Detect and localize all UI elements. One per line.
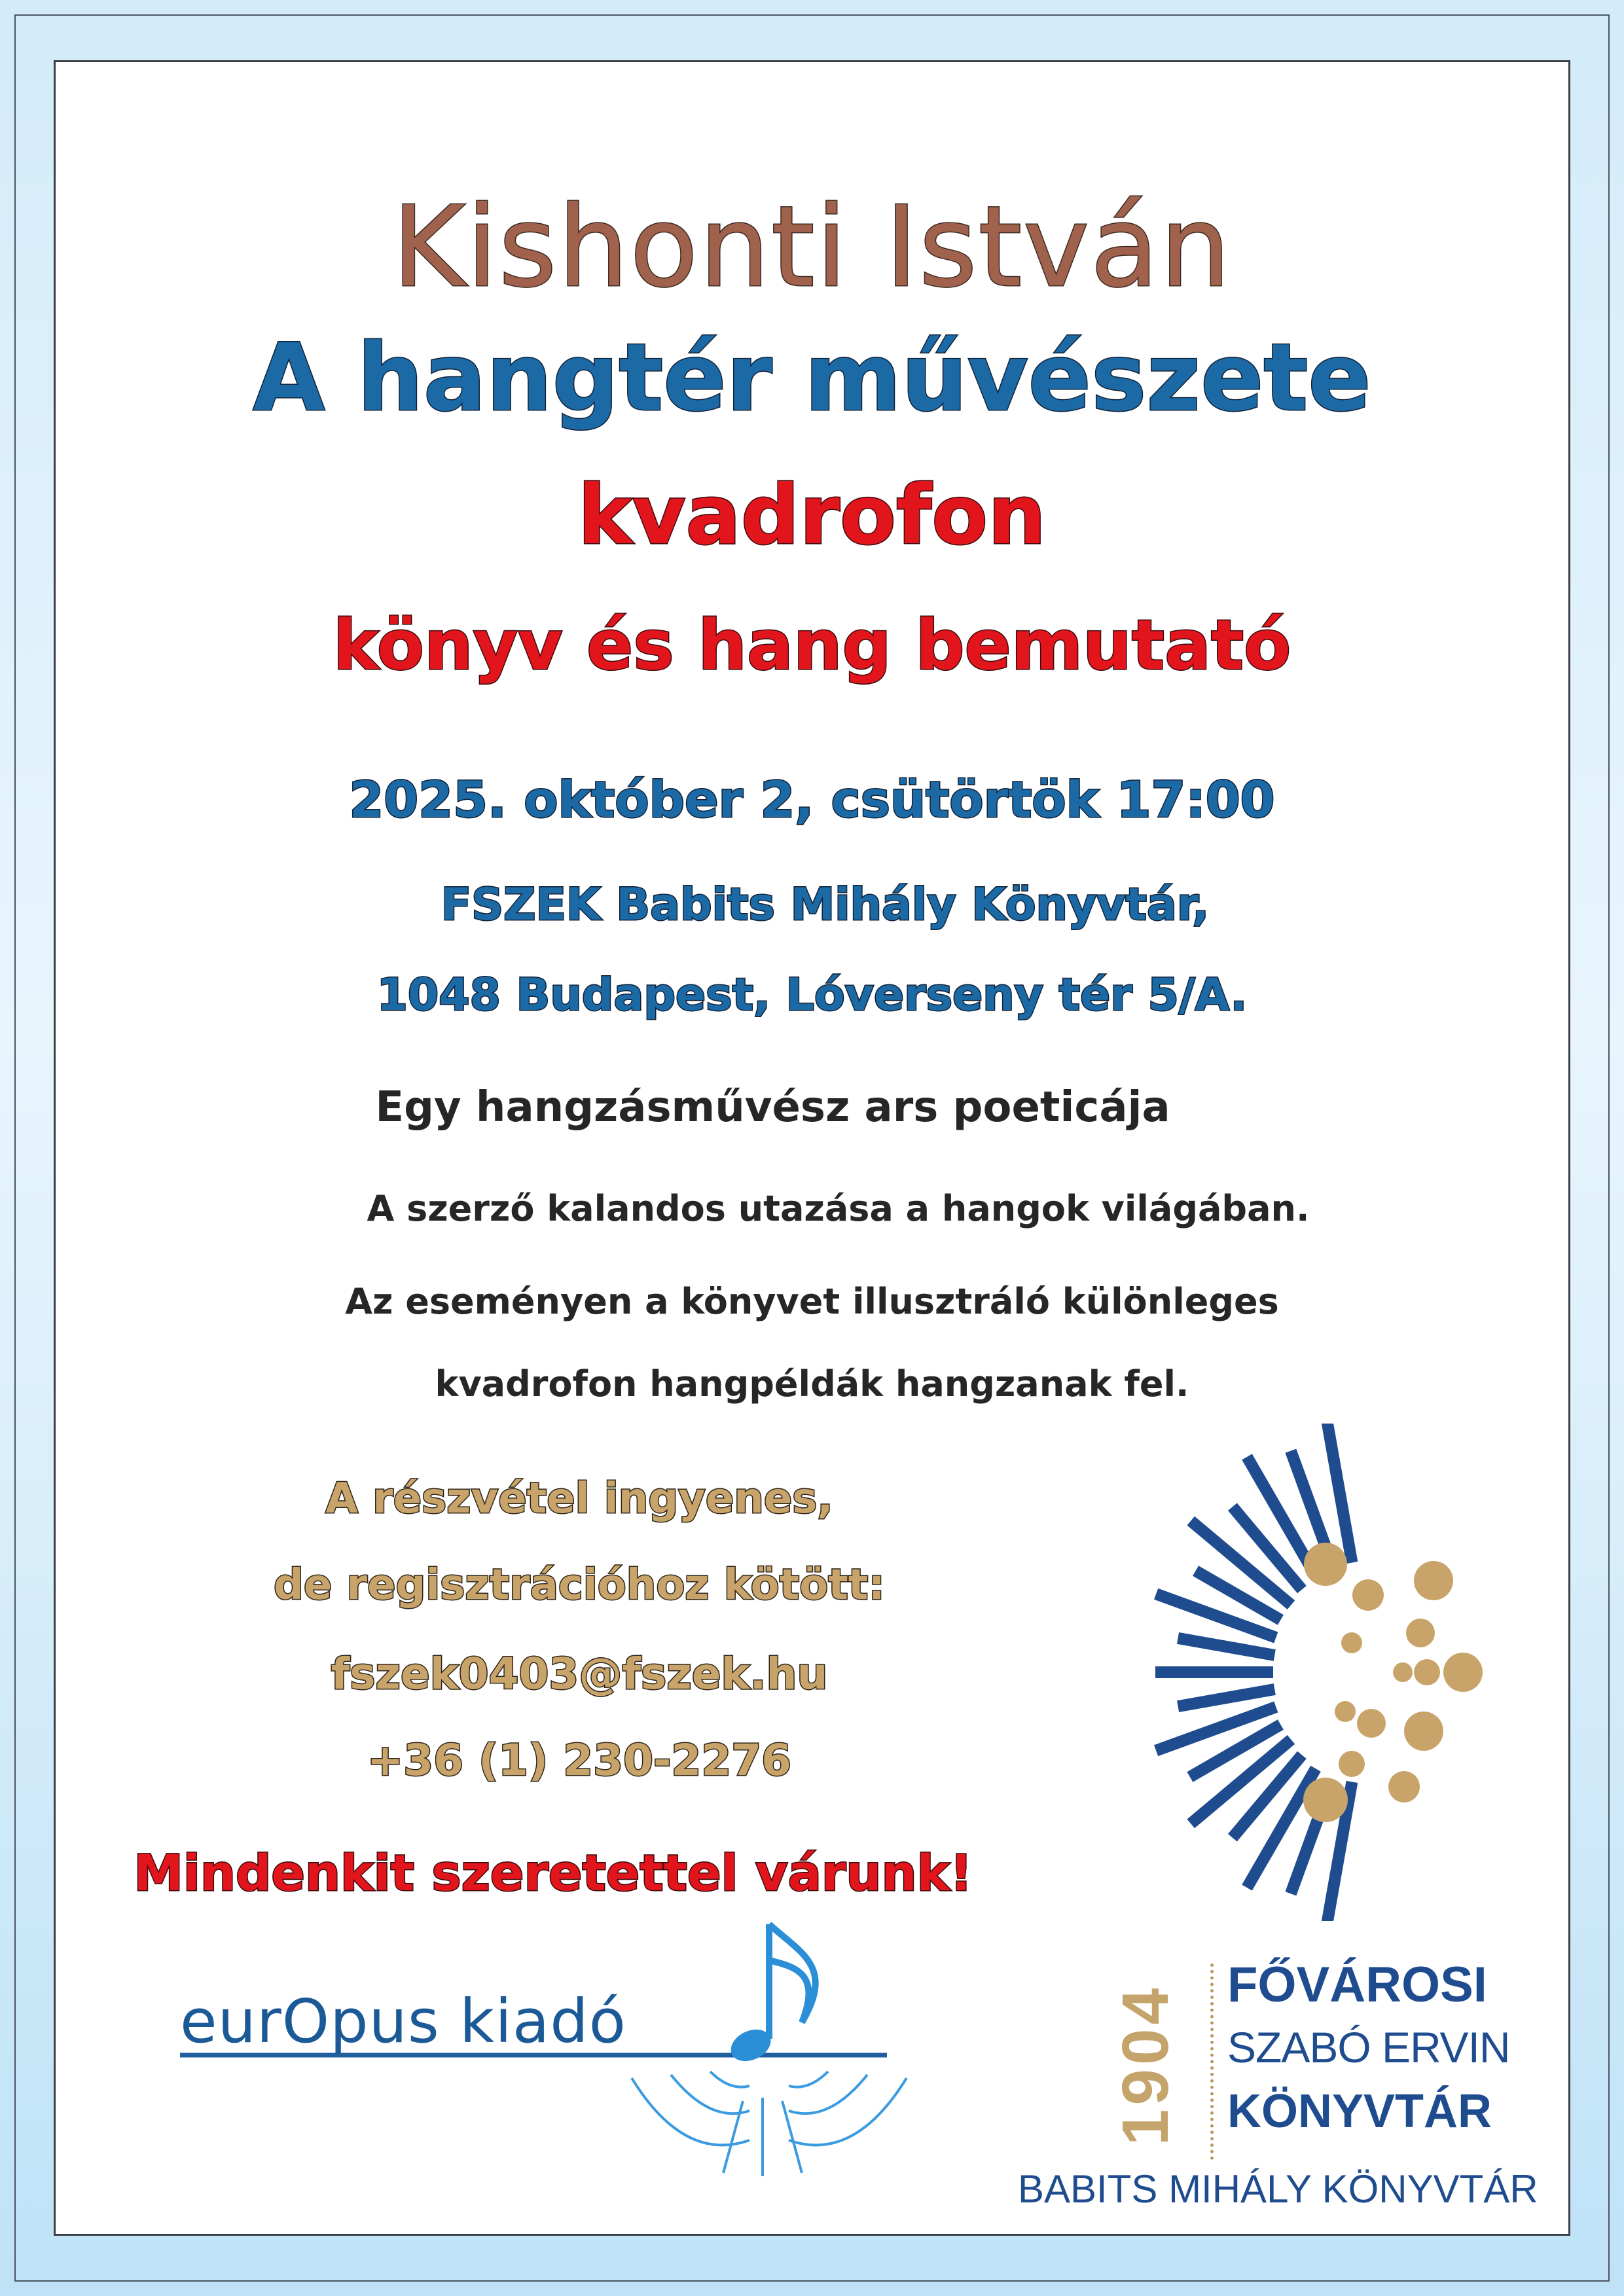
registration-free: A részvétel ingyenes, xyxy=(325,1475,833,1523)
logo-dot xyxy=(1393,1662,1413,1682)
registration-phone[interactable]: +36 (1) 230-2276 xyxy=(367,1735,792,1785)
logo-dot xyxy=(1335,1701,1356,1722)
logo-dot xyxy=(1414,1659,1440,1685)
logo-ray xyxy=(1233,1755,1302,1837)
library-name-line-3: KÖNYVTÁR xyxy=(1227,2085,1492,2138)
description-line-3: kvadrofon hangpéldák hangzanak fel. xyxy=(435,1363,1189,1405)
poster xyxy=(54,60,1570,2236)
logo-rays xyxy=(1155,1424,1352,1921)
welcome-message: Mindenkit szeretettel várunk! xyxy=(134,1844,973,1902)
library-sunburst-logo xyxy=(1064,1424,1555,1921)
logo-ray xyxy=(1178,1689,1275,1706)
description-heading: Egy hangzásművész ars poeticája xyxy=(375,1083,1170,1132)
logo-dot xyxy=(1339,1751,1365,1777)
logo-dot xyxy=(1304,1543,1347,1586)
publisher-name: eurOpus kiadó xyxy=(180,1986,626,2056)
author-name: Kishonti István xyxy=(392,183,1232,312)
svg-text:1904: 1904 xyxy=(1109,1984,1182,2146)
event-datetime: 2025. október 2, csütörtök 17:00 xyxy=(349,770,1275,829)
sound-wave-icon xyxy=(632,2072,907,2176)
description-line-2: Az eseményen a könyvet illusztráló különleges xyxy=(345,1281,1279,1322)
book-title: A hangtér művészete xyxy=(253,324,1371,432)
logo-dot xyxy=(1443,1653,1483,1692)
description-line-1: A szerző kalandos utazása a hangok világában. xyxy=(367,1188,1310,1229)
logo-dot xyxy=(1406,1619,1435,1647)
venue-name: FSZEK Babits Mihály Könyvtár, xyxy=(441,879,1210,931)
logo-dot xyxy=(1341,1632,1362,1653)
logo-ray xyxy=(1178,1638,1275,1655)
logo-dot xyxy=(1414,1561,1453,1600)
registration-email[interactable]: fszek0403@fszek.hu xyxy=(331,1649,828,1699)
logo-ray xyxy=(1327,1424,1352,1563)
logo-dot xyxy=(1357,1709,1386,1738)
library-name-line-2: SZABÓ ERVIN xyxy=(1227,2023,1510,2072)
logo-dot xyxy=(1303,1778,1348,1822)
registration-required: de regisztrációhoz kötött: xyxy=(274,1561,885,1609)
library-name-line-1: FŐVÁROSI xyxy=(1227,1957,1487,2013)
logo-dot xyxy=(1352,1579,1384,1611)
library-year xyxy=(1096,1960,1195,2170)
music-note-icon xyxy=(726,1924,816,2067)
book-subtitle: kvadrofon xyxy=(577,468,1047,563)
logo-dot xyxy=(1404,1712,1443,1751)
logo-dots xyxy=(1303,1543,1483,1822)
library-divider xyxy=(1210,1964,1218,2160)
venue-address: 1048 Budapest, Lóverseny tér 5/A. xyxy=(376,969,1248,1021)
library-branch: BABITS MIHÁLY KÖNYVTÁR xyxy=(1018,2167,1538,2211)
logo-dot xyxy=(1388,1771,1420,1803)
event-type: könyv és hang bemutató xyxy=(333,605,1291,685)
logo-ray xyxy=(1233,1507,1302,1589)
